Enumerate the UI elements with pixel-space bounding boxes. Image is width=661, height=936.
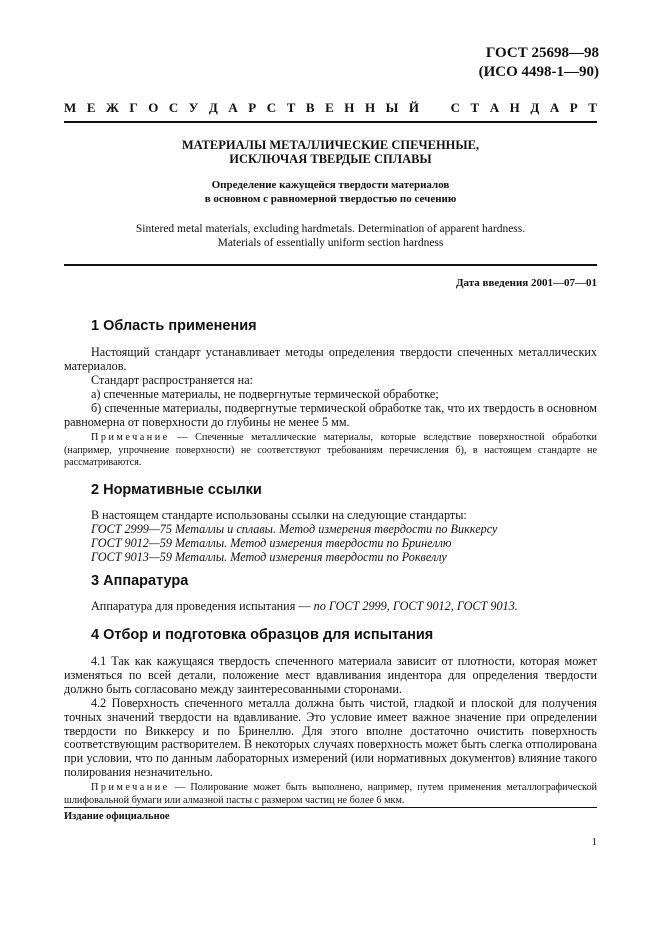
title-line: ИСКЛЮЧАЯ ТВЕРДЫЕ СПЛАВЫ: [229, 152, 432, 166]
banner-letter: У: [188, 100, 199, 115]
banner-letter: Н: [509, 100, 520, 115]
references-intro: В настоящем стандарте использованы ссылки на следующие стандарты:: [91, 508, 467, 522]
official-edition-label: Издание официальное: [64, 811, 170, 822]
banner-letter: Т: [588, 100, 597, 115]
banner-letter: А: [489, 100, 500, 115]
top-rule: [64, 121, 597, 123]
interstate-standard-banner: [64, 100, 597, 116]
title-russian: [64, 138, 597, 166]
apparatus-text: Аппаратура для проведения испытания —: [91, 599, 314, 613]
banner-letter: А: [228, 100, 238, 115]
banner-letter: Н: [364, 100, 376, 115]
english-title-line: Materials of essentially uniform section hardness: [217, 237, 444, 249]
banner-letter: Д: [530, 100, 540, 115]
note-label: Примечание: [91, 432, 170, 443]
scope-item-b: б) спеченные материалы, подвергнутые термической обработке так, что их твердость в основном равномерна от поверхности до глубины не менее 5 мм.: [64, 401, 597, 429]
scope-intro: Стандарт распространяется на:: [91, 373, 253, 387]
title-english: [64, 222, 597, 250]
banner-letter: В: [305, 100, 315, 115]
reference-gost-9012: ГОСТ 9012—59 Металлы. Метод измерения твердости по Бринеллю: [91, 536, 452, 550]
banner-letter: Е: [86, 100, 96, 115]
iso-number: (ИСО 4498-1—90): [478, 64, 599, 80]
section-3-paragraph: [91, 600, 518, 614]
footer-rule: [64, 807, 597, 808]
document-code: [479, 44, 599, 82]
note-label: Примечание: [91, 782, 170, 793]
section-1-heading: 1 Область применения: [91, 318, 257, 334]
section-1-note: [64, 432, 597, 470]
apparatus-refs: по ГОСТ 2999, ГОСТ 9012, ГОСТ 9013.: [313, 599, 518, 613]
clause-4-1: 4.1 Так как кажущаяся твердость спеченного материала зависит от плотности, которая может изменяться по всей детали, положение мест вдавливания индентора для определения твердости должно быть согласовано между заинтересованными сторонами.: [64, 654, 597, 696]
banner-letter: Т: [286, 100, 296, 115]
banner-letter: Ы: [385, 100, 399, 115]
section-4-note: [64, 782, 597, 807]
scope-item-a: а) спеченные материалы, не подвергнутые термической обработке;: [91, 387, 439, 401]
note-text: — Полирование может быть выполнено, например, путем применения металлографической шлифовальной бумаги или алмазной пасты с размером частиц не более 6 мкм.: [64, 782, 597, 806]
banner-letter: Н: [344, 100, 355, 115]
section-2-heading: 2 Нормативные ссылки: [91, 482, 262, 498]
banner-letter: Р: [569, 100, 578, 115]
banner-letter: С: [266, 100, 277, 115]
banner-letter: С: [168, 100, 179, 115]
introduction-date: Дата введения 2001—07—01: [455, 277, 597, 289]
banner-letter: Е: [325, 100, 334, 115]
section-4-heading: 4 Отбор и подготовка образцов для испытания: [91, 627, 434, 643]
banner-letter: О: [148, 100, 159, 115]
clause-4-2: 4.2 Поверхность спеченного металла должна быть чистой, гладкой и плоской для получения точных значений твердости на вдавливание. Это условие имеет важное значение при определении твердости по Виккерсу и по Бринеллю. Для этого вполне достаточно очистить поверхность соответствующим растворителем. В некоторых случаях поверхность может быть слегка отполирована при условии, что по данным лабораторных измерений (или нормативных документов) влияние такого полирования незначительно.: [64, 696, 597, 779]
section-1-paragraph: Настоящий стандарт устанавливает методы определения твердости спеченных металлических материалов.: [64, 345, 597, 373]
banner-letter: А: [549, 100, 560, 115]
banner-letter: Г: [129, 100, 138, 115]
section-3-heading: 3 Аппаратура: [91, 573, 189, 589]
banner-letter: Д: [208, 100, 218, 115]
reference-gost-2999: ГОСТ 2999—75 Металлы и сплавы. Метод измерения твердости по Виккерсу: [91, 522, 498, 536]
banner-letter: Ж: [106, 100, 119, 115]
banner-letter: М: [64, 100, 77, 115]
gost-number: ГОСТ 25698—98: [485, 45, 599, 61]
english-title-line: Sintered metal materials, excluding hardmetals. Determination of apparent hardness.: [135, 223, 526, 235]
banner-letter: С: [450, 100, 461, 115]
banner-letter: Р: [248, 100, 257, 115]
subtitle-line: Определение кажущейся твердости материалов: [211, 179, 450, 191]
subtitle-line: в основном с равномерной твердостью по сечению: [204, 193, 457, 205]
banner-letter: Й: [408, 100, 420, 115]
reference-gost-9013: ГОСТ 9013—59 Металлы. Метод измерения твердости по Роквеллу: [91, 550, 447, 564]
subtitle-russian: [64, 178, 597, 206]
banner-letter: Т: [470, 100, 480, 115]
title-line: МАТЕРИАЛЫ МЕТАЛЛИЧЕСКИЕ СПЕЧЕННЫЕ,: [181, 138, 480, 152]
note-text: — Спеченные металлические материалы, которые вследствие поверхностной обработки (например, упрочнение поверхности) не соответствуют требованиям перечисления б), в настоящем стандарте не рассматриваются.: [64, 432, 597, 468]
title-bottom-rule: [64, 264, 597, 266]
page-number: 1: [591, 836, 597, 848]
